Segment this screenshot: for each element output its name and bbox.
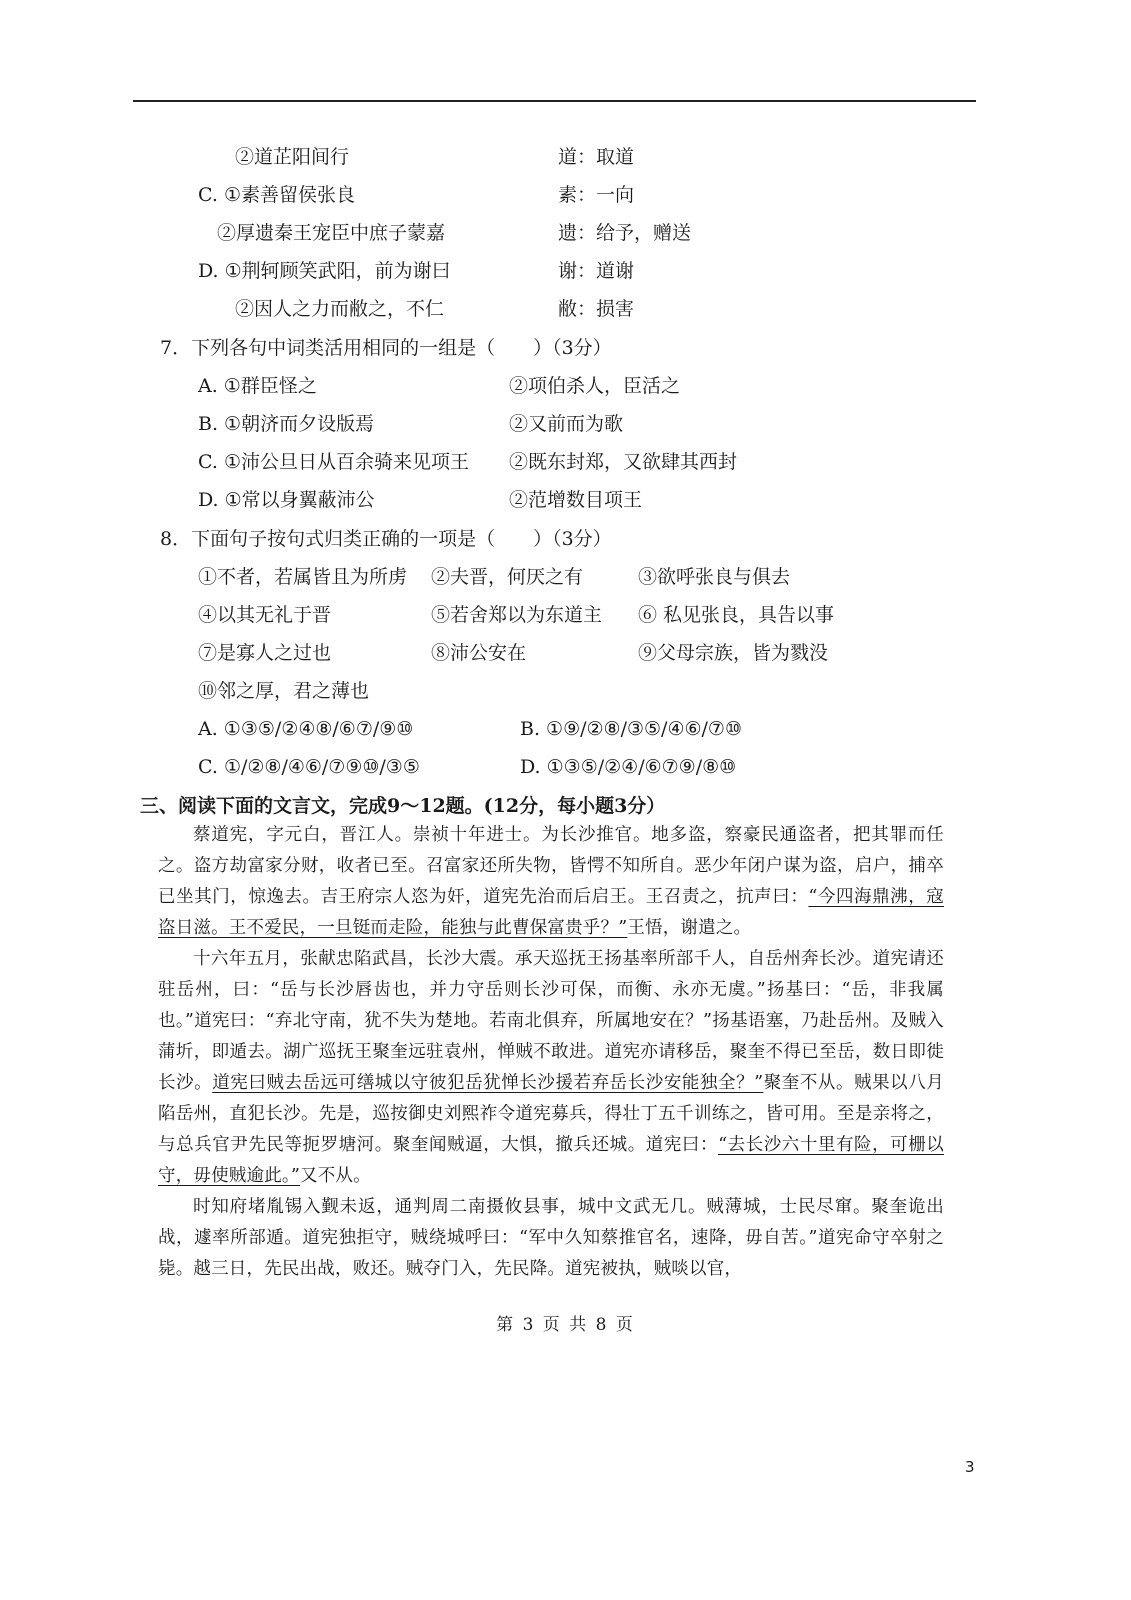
header-rule bbox=[133, 100, 976, 102]
section-3-heading: 三、阅读下面的文言文，完成9～12题。(12分，每小题3分） bbox=[140, 795, 666, 817]
q7-option-d-2: ②范增数目项王 bbox=[509, 489, 643, 511]
classical-passage bbox=[158, 820, 944, 1285]
q8-sentence: ②夫晋，何厌之有 bbox=[431, 566, 584, 588]
q8-option-a: A. ①③⑤/②④⑧/⑥⑦/⑨⑩ bbox=[198, 718, 414, 740]
page-footer: 第 3 页 共 8 页 bbox=[496, 1315, 635, 1335]
vocab-sentence: ②因人之力而敝之，不仁 bbox=[235, 298, 445, 320]
passage-paragraph-1: 蔡道宪，字元白，晋江人。崇祯十年进士。为长沙推官。地多盗，察豪民通盗者，把其罪而任之。盗方劫富家分财，收者已至。召富家还所失物，皆愕不知所自。恶少年闭户谋为盗，启户，捕卒已坐其门，惊逸去。吉王府宗人恣为奸，道宪先治而后启王。王召责之，抗声曰：“今四海鼎沸，寇盗日滋。王不爱民，一旦铤而走险，能独与此曹保富贵乎？”王悟，谢遣之。 bbox=[158, 825, 945, 938]
q8-option-d: D. ①③⑤/②④/⑥⑦⑨/⑧⑩ bbox=[520, 756, 737, 778]
vocab-gloss: 遗：给予，赠送 bbox=[558, 222, 692, 244]
q8-sentence: ⑤若舍郑以为东道主 bbox=[431, 604, 603, 626]
vocab-gloss: 素：一向 bbox=[558, 184, 635, 206]
question-8-stem: 8．下面句子按句式归类正确的一项是（ ）（3分） bbox=[160, 528, 612, 550]
q8-sentence: ③欲呼张良与俱去 bbox=[638, 566, 791, 588]
q8-sentence: ④以其无礼于晋 bbox=[198, 604, 332, 626]
q8-sentence: ⑥ 私见张良，具告以事 bbox=[638, 604, 835, 626]
q8-sentence: ⑧沛公安在 bbox=[431, 642, 527, 664]
q7-option-b-1: B. ①朝济而夕设版焉 bbox=[198, 413, 375, 435]
vocab-gloss: 敝：损害 bbox=[558, 298, 635, 320]
q8-sentence: ①不者，若属皆且为所虏 bbox=[198, 566, 408, 588]
underlined-sentence: 道宪曰贼去岳远可缮城以守彼犯岳犹惮长沙援若弃岳长沙安能独全？” bbox=[212, 1073, 764, 1093]
q8-sentence: ⑦是寡人之过也 bbox=[198, 642, 332, 664]
question-7-stem: 7．下列各句中词类活用相同的一组是（ ）（3分） bbox=[160, 337, 612, 359]
underlined-sentence: “今四海鼎沸，寇盗日滋。王不爱民，一旦铤而走险，能独与此曹保富贵乎？” bbox=[158, 887, 945, 938]
vocab-gloss: 谢：道谢 bbox=[558, 260, 635, 282]
passage-paragraph-3: 时知府堵胤锡入觐未返，通判周二南摄攸县事，城中文武无几。贼薄城，士民尽窜。聚奎诡出战，遽率所部遁。道宪独拒守，贼绕城呼曰：“军中久知蔡推官名，速降，毋自苦。”道宪命守卒射之毙。越三日，先民出战，败还。贼夺门入，先民降。道宪被执，贼啖以官， bbox=[158, 1197, 944, 1279]
q7-option-b-2: ②又前而为歌 bbox=[509, 413, 624, 435]
passage-paragraph-2: 十六年五月，张献忠陷武昌，长沙大震。承天巡抚王扬基率所部千人，自岳州奔长沙。道宪请还驻岳州，曰：“岳与长沙唇齿也，并力守岳则长沙可保，而衡、永亦无虞。”扬基曰：“岳，非我属也。”道宪曰：“弃北守南，犹不失为楚地。若南北俱弃，所属地安在？”扬基语塞，乃赴岳州。及贼入蒲圻，即遁去。湖广巡抚王聚奎远驻袁州，惮贼不敢进。道宪亦请移岳，聚奎不得已至岳，数日即徙长沙。道宪曰贼去岳远可缮城以守彼犯岳犹惮长沙援若弃岳长沙安能独全？”聚奎不从。贼果以八月陷岳州，直犯长沙。先是，巡按御史刘熙祚令道宪募兵，得壮丁五千训练之，皆可用。至是亲将之，与总兵官尹先民等扼罗塘河。聚奎闻贼逼，大惧，撤兵还城。道宪曰：“去长沙六十里有险，可栅以守，毋使贼逾此。”又不从。 bbox=[158, 949, 945, 1186]
q8-sentence: ⑩邻之厚，君之薄也 bbox=[198, 680, 370, 702]
vocab-sentence: D. ①荆轲顾笑武阳，前为谢曰 bbox=[198, 260, 451, 282]
q8-sentence: ⑨父母宗族，皆为戮没 bbox=[638, 642, 829, 664]
q7-option-d-1: D. ①常以身翼蔽沛公 bbox=[198, 489, 375, 511]
q7-option-c-2: ②既东封郑，又欲肆其西封 bbox=[509, 451, 738, 473]
q7-option-a-2: ②项伯杀人，臣活之 bbox=[509, 375, 681, 397]
vocab-sentence: ②道芷阳间行 bbox=[235, 146, 350, 168]
q7-option-a-1: A. ①群臣怪之 bbox=[198, 375, 317, 397]
vocab-sentence: C. ①素善留侯张良 bbox=[198, 184, 355, 206]
q7-option-c-1: C. ①沛公旦日从百余骑来见项王 bbox=[198, 451, 469, 473]
underlined-sentence: “去长沙六十里有险，可栅以守，毋使贼逾此。” bbox=[158, 1135, 945, 1186]
vocab-sentence: ②厚遗秦王宠臣中庶子蒙嘉 bbox=[217, 222, 446, 244]
q8-option-b: B. ①⑨/②⑧/③⑤/④⑥/⑦⑩ bbox=[520, 718, 742, 740]
vocab-gloss: 道：取道 bbox=[558, 146, 635, 168]
page-number: 3 bbox=[965, 1458, 975, 1476]
q8-option-c: C. ①/②⑧/④⑥/⑦⑨⑩/③⑤ bbox=[198, 756, 420, 778]
